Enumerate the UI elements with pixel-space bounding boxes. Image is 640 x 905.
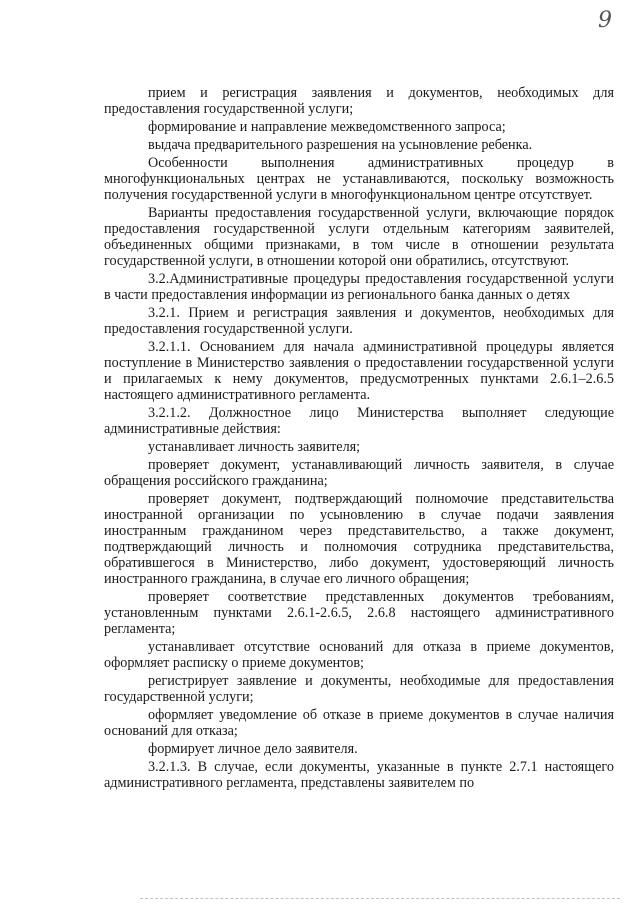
paragraph: устанавливает личность заявителя;: [148, 439, 361, 455]
page-number: 9: [598, 8, 612, 33]
paragraph: 3.2.1.1. Основанием для начала административной процедуры является поступление в Министерство заявления о предоставлении государственной услуги и прилагаемых к нему документов, предусмотренных пунктами 2.6.1–2.6.5 настоящего административного регламента.: [104, 339, 614, 403]
paragraph: 3.2.Административные процедуры предоставления государственной услуги в части предоставления информации из регионального банка данных о детях: [104, 271, 614, 303]
paragraph: регистрирует заявление и документы, необходимые для предоставления государственной услуги;: [104, 673, 614, 705]
paragraph: оформляет уведомление об отказе в приеме документов в случае наличия оснований для отказа;: [104, 707, 614, 739]
paragraph: выдача предварительного разрешения на усыновление ребенка.: [148, 137, 533, 153]
paragraph: Варианты предоставления государственной услуги, включающие порядок предоставления государственной услуги отдельным категориям заявителей, объединенных общими признаками, в том числе в отношении результата государственной услуги, в отношении которой они обратились, отсутствуют.: [104, 205, 614, 269]
document-body: [104, 85, 614, 793]
paragraph: Особенности выполнения административных процедур в многофункциональных центрах не устанавливаются, поскольку возможность получения государственной услуги в многофункциональном центре отсутствует.: [104, 155, 614, 203]
paragraph: 3.2.1.3. В случае, если документы, указанные в пункте 2.7.1 настоящего административного регламента, представлены заявителем по: [104, 759, 614, 791]
paragraph: проверяет соответствие представленных документов требованиям, установленным пунктами 2.6.1-2.6.5, 2.6.8 настоящего административного регламента;: [104, 589, 614, 637]
scan-artifact-line: [140, 898, 620, 901]
paragraph: 3.2.1.2. Должностное лицо Министерства выполняет следующие административные действия:: [104, 405, 614, 437]
paragraph: проверяет документ, подтверждающий полномочие представительства иностранной организации по усыновлению в случае подачи заявления иностранным гражданином через представительство, а также документ, подтверждающий личность и полномочия сотрудника представительства, обратившегося в Министерство, либо документ, удостоверяющий личность иностранного гражданина, в случае его личного обращения;: [104, 491, 614, 587]
paragraph: формирование и направление межведомственного запроса;: [148, 119, 506, 135]
paragraph: проверяет документ, устанавливающий личность заявителя, в случае обращения российского гражданина;: [104, 457, 614, 489]
paragraph: формирует личное дело заявителя.: [148, 741, 358, 757]
paragraph: устанавливает отсутствие оснований для отказа в приеме документов, оформляет расписку о приеме документов;: [104, 639, 614, 671]
paragraph: 3.2.1. Прием и регистрация заявления и документов, необходимых для предоставления государственной услуги.: [104, 305, 614, 337]
paragraph: прием и регистрация заявления и документов, необходимых для предоставления государственной услуги;: [104, 85, 614, 117]
